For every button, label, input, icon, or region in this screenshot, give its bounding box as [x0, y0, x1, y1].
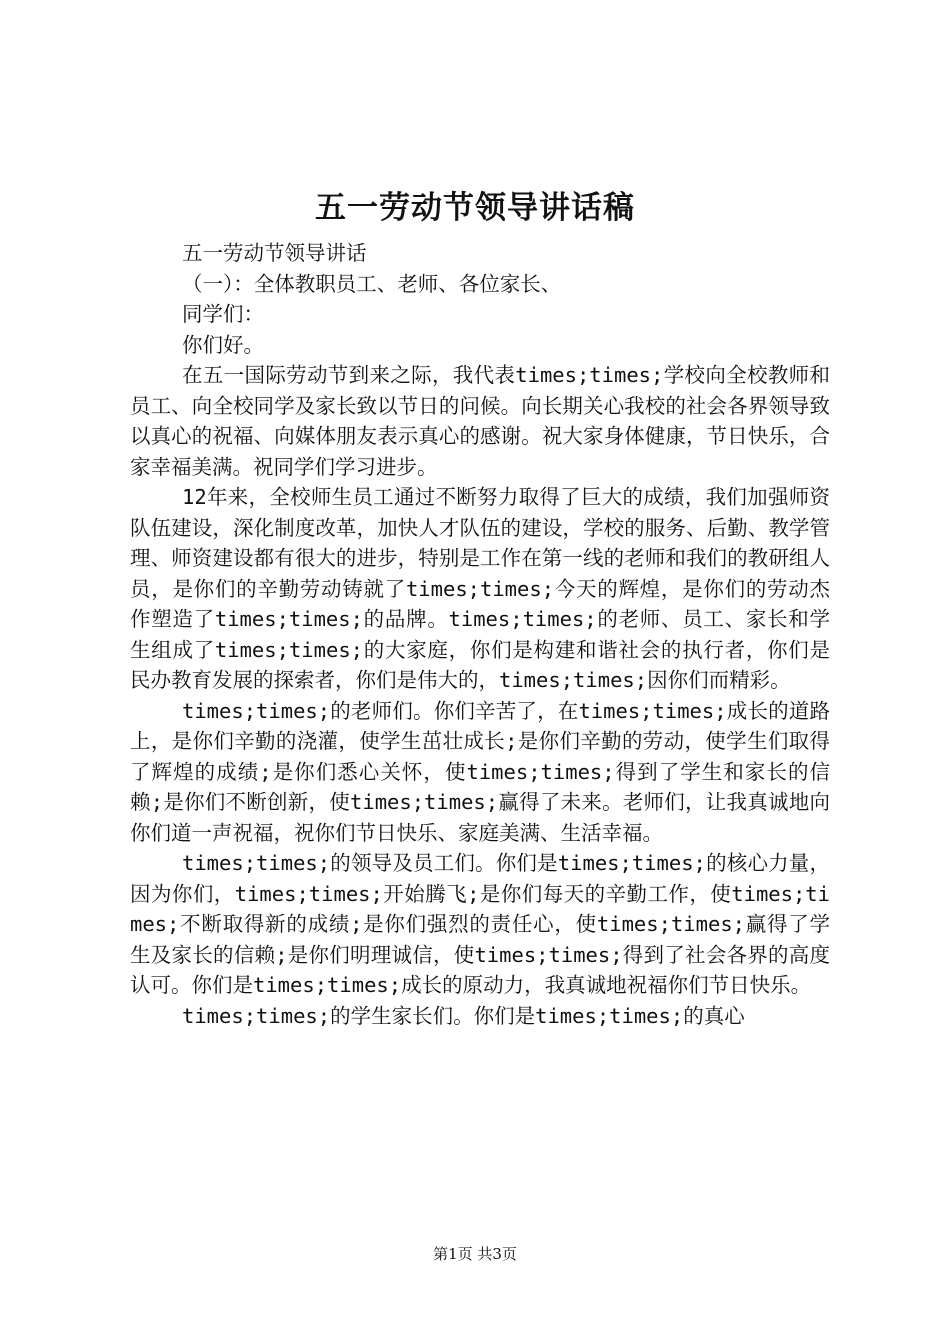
document-title: 五一劳动节领导讲话稿 — [315, 190, 635, 226]
salutation-line: （一）：全体教职员工、老师、各位家长、 — [182, 271, 562, 296]
body-paragraph: times;times;的学生家长们。你们是times;times;的真心 — [182, 1003, 745, 1028]
document-body — [130, 238, 830, 1031]
body-paragraph: times;times;的领导及员工们。你们是times;times;的核心力量，因为你们，times;times;开始腾飞;是你们每天的辛勤工作，使times;times;不断取得新的成绩;是你们强烈的责任心，使times;times;赢得了学生及家长的信赖;是你们明理诚信，使times;times;得到了社会各界的高度认可。你们是times;times;成长的原动力，我真诚地祝福你们节日快乐。 — [130, 851, 830, 997]
page-number-footer: 第1页 共3页 — [433, 1245, 517, 1263]
greeting-line: 你们好。 — [182, 332, 264, 357]
body-paragraph: 在五一国际劳动节到来之际，我代表times;times;学校向全校教师和员工、向全校同学及家长致以节日的问候。向长期关心我校的社会各界领导致以真心的祝福、向媒体朋友表示真心的感谢。祝大家身体健康，节日快乐，合家幸福美满。祝同学们学习进步。 — [130, 363, 830, 479]
body-paragraph: 12年来，全校师生员工通过不断努力取得了巨大的成绩，我们加强师资队伍建设，深化制度改革，加快人才队伍的建设，学校的服务、后勤、教学管理、师资建设都有很大的进步，特别是工作在第一线的老师和我们的教研组人员，是你们的辛勤劳动铸就了times;times;今天的辉煌，是你们的劳动杰作塑造了times;times;的品牌。times;times;的老师、员工、家长和学生组成了times;times;的大家庭，你们是构建和谐社会的执行者，你们是民办教育发展的探索者，你们是伟大的，times;times;因你们而精彩。 — [130, 485, 830, 692]
salutation-line-continued: 同学们： — [182, 302, 264, 326]
body-paragraph: times;times;的老师们。你们辛苦了，在times;times;成长的道路上，是你们辛勤的浇灌，使学生茁壮成长;是你们辛勤的劳动，使学生们取得了辉煌的成绩;是你们悉心关怀，使times;times;得到了学生和家长的信赖;是你们不断创新，使times;times;赢得了未来。老师们，让我真诚地向你们道一声祝福，祝你们节日快乐、家庭美满、生活幸福。 — [130, 698, 830, 845]
speech-heading-line: 五一劳动节领导讲话 — [182, 241, 367, 265]
